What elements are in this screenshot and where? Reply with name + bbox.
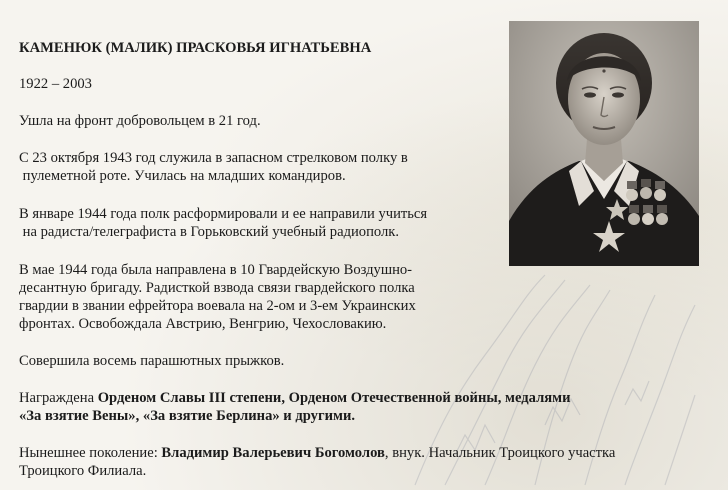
paragraph-descendant-line2: Троицкого Филиала. <box>19 463 147 479</box>
portrait-photo <box>509 21 699 266</box>
paragraph-brigade-line1: В мае 1944 года была направлена в 10 Гвардейскую Воздушно- <box>19 262 413 278</box>
paragraph-brigade-line4: фронтах. Освобождала Австрию, Венгрию, Чехословакию. <box>19 316 387 332</box>
person-name-heading: КАМЕНЮК (МАЛИК) ПРАСКОВЬЯ ИГНАТЬЕВНА <box>19 40 372 56</box>
descendant-name: Владимир Валерьевич Богомолов <box>161 445 385 461</box>
paragraph-brigade-line2: десантную бригаду. Радисткой взвода связи гвардейского полка <box>19 280 415 296</box>
awards-list-line2: «За взятие Вены», «За взятие Берлина» и другими. <box>19 408 356 424</box>
paragraph-volunteer: Ушла на фронт добровольцем в 21 год. <box>19 113 261 129</box>
paragraph-training-line2: на радиста/телеграфиста в Горьковский учебный радиополк. <box>19 224 400 240</box>
paragraph-training-line1: В январе 1944 года полк расформировали и ее направили учиться <box>19 206 428 222</box>
life-years: 1922 – 2003 <box>19 76 92 92</box>
paragraph-awards-line2 <box>19 407 355 425</box>
paragraph-awards-line1 <box>19 389 571 407</box>
paragraph-service-line2: пулеметной роте. Училась на младших командиров. <box>19 168 346 184</box>
paragraph-brigade-line3: гвардии в звании ефрейтора воевала на 2-ом и 3-ем Украинских <box>19 298 416 314</box>
paragraph-parachute: Совершила восемь парашютных прыжков. <box>19 353 285 369</box>
awards-prefix: Награждена <box>19 390 98 406</box>
paragraph-service-line1: С 23 октября 1943 год служила в запасном стрелковом полку в <box>19 150 408 166</box>
paragraph-descendant-line1 <box>19 444 615 462</box>
descendant-prefix: Нынешнее поколение: <box>19 445 162 461</box>
descendant-role: , внук. Начальник Троицкого участка <box>384 445 616 461</box>
awards-list-line1: Орденом Славы III степени, Орденом Отечественной войны, медалями <box>97 390 571 406</box>
